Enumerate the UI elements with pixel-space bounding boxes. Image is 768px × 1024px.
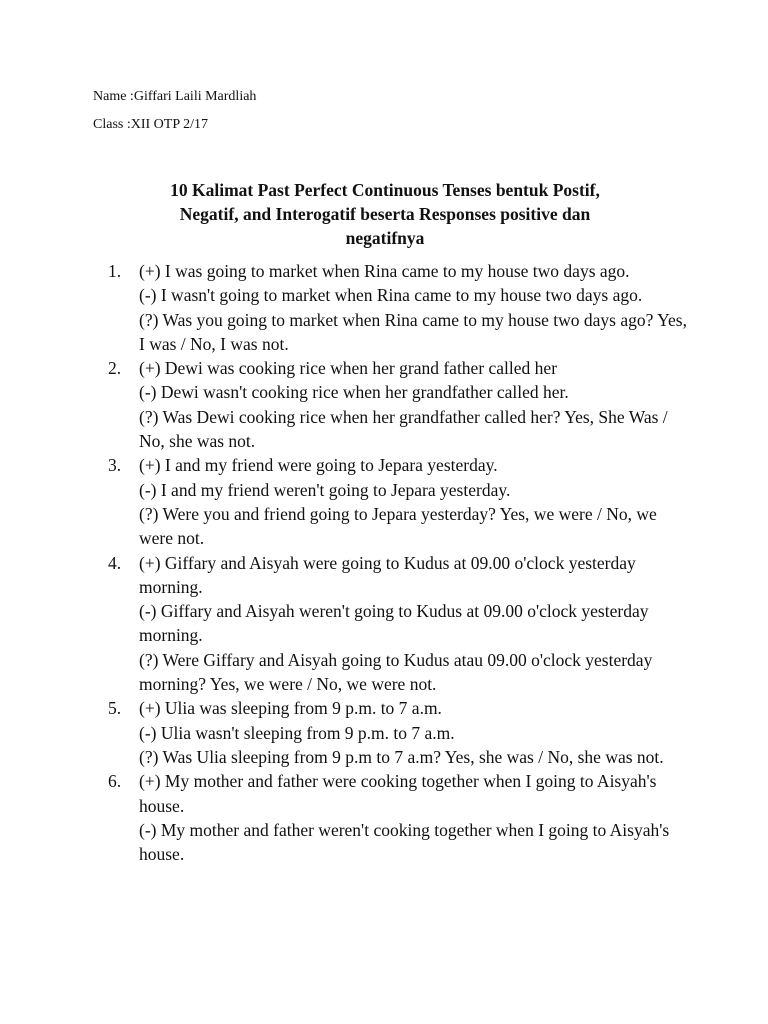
class-value: XII OTP 2/17 — [130, 117, 208, 132]
question-sentence: (?) Were you and friend going to Jepara yesterday? Yes, we were / No, we were not. — [139, 503, 657, 549]
title-line-3: negatifnya — [345, 228, 425, 248]
question-sentence: (?) Were Giffary and Aisyah going to Kudus atau 09.00 o'clock yesterday morning? Yes, we were / No, we were not. — [139, 649, 653, 695]
positive-sentence: (+) I was going to market when Rina came to my house two days ago. — [139, 261, 630, 281]
negative-sentence: (-) I and my friend weren't going to Jepara yesterday. — [139, 479, 511, 500]
item-number: 1. — [108, 261, 122, 281]
student-class-line — [93, 116, 208, 134]
student-name-line — [93, 88, 256, 106]
negative-sentence: (-) Dewi wasn't cooking rice when her grandfather called her. — [139, 382, 569, 403]
title-line-1: 10 Kalimat Past Perfect Continuous Tenses bentuk Postif, — [170, 180, 600, 200]
positive-sentence: (+) I and my friend were going to Jepara yesterday. — [139, 455, 498, 476]
question-sentence: (?) Was you going to market when Rina came to my house two days ago? Yes, I was / No, I was not. — [139, 309, 687, 354]
sentence-list — [108, 259, 688, 866]
positive-sentence: (+) Ulia was sleeping from 9 p.m. to 7 a.m. — [139, 698, 442, 719]
positive-sentence: (+) Dewi was cooking rice when her grand father called her — [139, 358, 558, 379]
item-number: 6. — [108, 771, 122, 792]
positive-sentence: (+) Giffary and Aisyah were going to Kudus at 09.00 o'clock yesterday morning. — [139, 552, 636, 597]
list-item-5 — [108, 696, 688, 769]
list-item-2 — [108, 356, 688, 453]
item-number: 2. — [108, 358, 122, 379]
negative-sentence: (-) I wasn't going to market when Rina came to my house two days ago. — [139, 285, 643, 306]
class-label: Class : — [93, 117, 131, 132]
item-number: 3. — [108, 455, 122, 476]
item-number: 5. — [108, 698, 122, 719]
title-line-2: Negatif, and Interogatif beserta Responses positive dan — [179, 204, 591, 224]
question-sentence: (?) Was Ulia sleeping from 9 p.m to 7 a.m? Yes, she was / No, she was not. — [139, 746, 664, 767]
question-sentence: (?) Was Dewi cooking rice when her grandfather called her? Yes, She Was / No, she was not. — [139, 406, 668, 452]
positive-sentence: (+) My mother and father were cooking together when I going to Aisyah's house. — [139, 771, 657, 816]
document-title — [110, 178, 660, 250]
list-item-6 — [108, 769, 688, 866]
list-item-1 — [108, 259, 688, 356]
name-value: Giffari Laili Mardliah — [133, 89, 257, 104]
negative-sentence: (-) Ulia wasn't sleeping from 9 p.m. to 7 a.m. — [139, 722, 455, 743]
item-number: 4. — [108, 552, 122, 573]
negative-sentence: (-) Giffary and Aisyah weren't going to Kudus at 09.00 o'clock yesterday morning. — [139, 601, 649, 646]
negative-sentence: (-) My mother and father weren't cooking together when I going to Aisyah's house. — [139, 819, 670, 865]
list-item-3 — [108, 453, 688, 550]
list-item-4 — [108, 551, 688, 697]
name-label: Name : — [93, 89, 134, 104]
